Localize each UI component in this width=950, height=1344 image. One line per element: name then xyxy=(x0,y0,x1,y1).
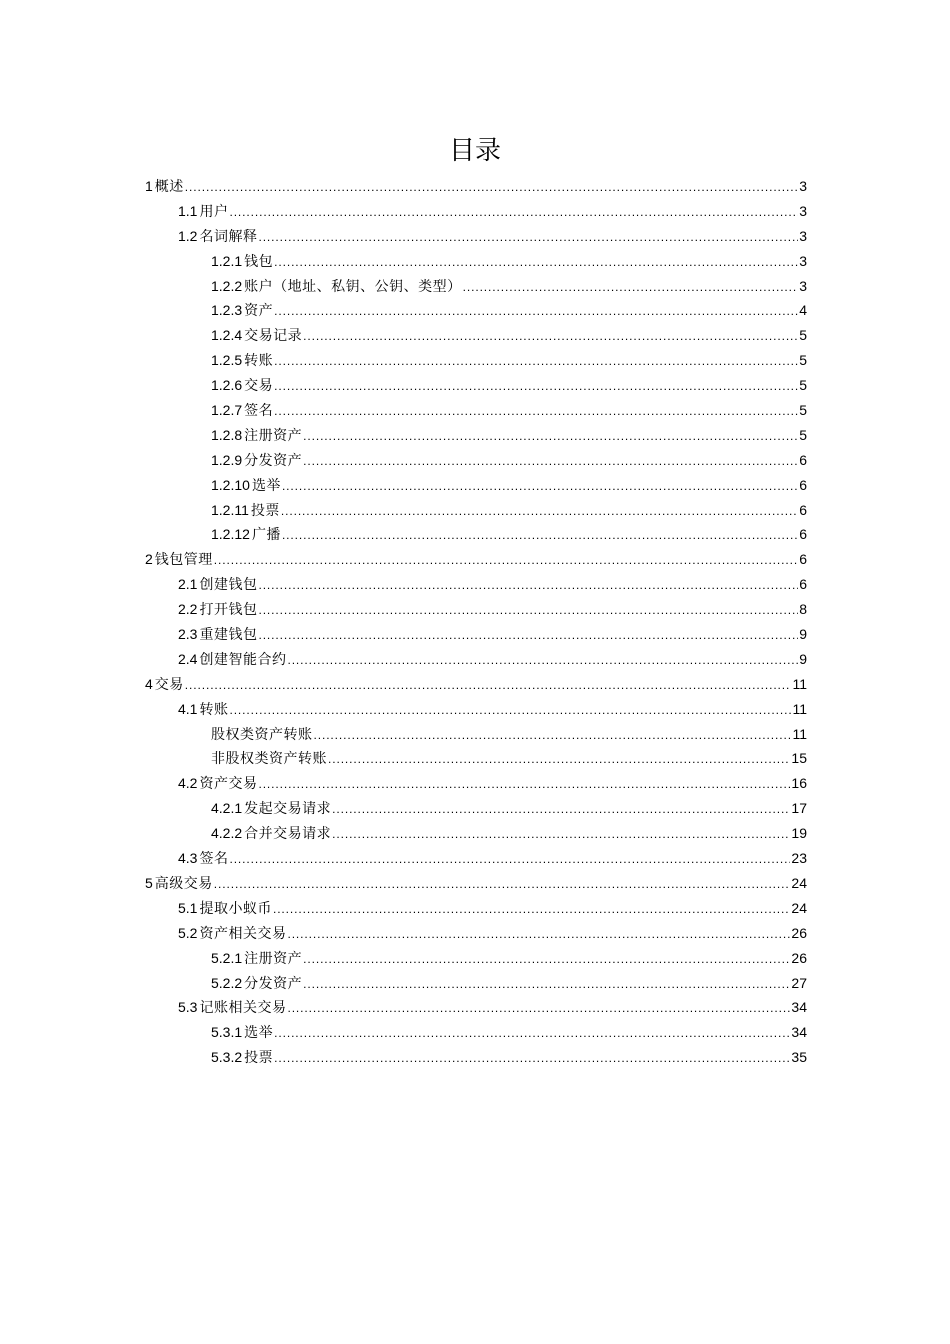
toc-entry-label: 打开钱包 xyxy=(199,602,258,619)
toc-entry-label: 交易记录 xyxy=(244,328,303,345)
toc-entry-number: 5.2.1 xyxy=(211,949,243,966)
dot-leader xyxy=(274,374,798,399)
toc-entry[interactable] xyxy=(145,298,807,323)
toc-entry-label: 钱包 xyxy=(244,253,274,270)
toc-entry[interactable] xyxy=(145,771,807,796)
toc-entry-label: 注册资产 xyxy=(244,950,303,967)
toc-entry-page-number: 11 xyxy=(792,725,807,742)
toc-entry[interactable] xyxy=(145,473,807,498)
toc-entry-page-number: 5 xyxy=(799,377,807,394)
dot-leader xyxy=(332,797,790,822)
toc-entry-number: 1.2.6 xyxy=(211,377,243,394)
toc-entry-label: 用户 xyxy=(199,203,229,220)
toc-entry-page-number: 5 xyxy=(799,327,807,344)
toc-entry[interactable] xyxy=(145,1045,807,1070)
toc-entry-page-number: 17 xyxy=(791,800,807,817)
toc-entry-number: 1.1 xyxy=(178,202,198,219)
dot-leader xyxy=(287,996,790,1021)
dot-leader xyxy=(332,822,790,847)
toc-list xyxy=(145,174,807,1070)
dot-leader xyxy=(281,499,798,524)
toc-entry-page-number: 3 xyxy=(799,178,807,194)
toc-entry-page-number: 15 xyxy=(791,750,807,767)
toc-entry[interactable] xyxy=(145,722,807,747)
toc-entry-label: 发起交易请求 xyxy=(244,801,332,818)
toc-entry[interactable] xyxy=(145,921,807,946)
toc-entry-label: 签名 xyxy=(244,403,274,420)
toc-entry-label: 资产相关交易 xyxy=(199,925,287,942)
dot-leader xyxy=(314,723,792,748)
dot-leader xyxy=(463,275,799,300)
dot-leader xyxy=(258,225,798,250)
toc-entry-number: 1.2.7 xyxy=(211,402,243,419)
toc-entry[interactable] xyxy=(145,647,807,672)
toc-entry[interactable] xyxy=(145,597,807,622)
toc-entry-page-number: 6 xyxy=(799,551,807,568)
toc-entry[interactable] xyxy=(145,249,807,274)
toc-entry-number: 5.3.1 xyxy=(211,1024,243,1041)
dot-leader xyxy=(287,922,790,947)
toc-entry[interactable] xyxy=(145,547,807,572)
toc-entry-label: 选举 xyxy=(244,1025,274,1042)
toc-entry-page-number: 6 xyxy=(799,526,807,543)
toc-entry[interactable] xyxy=(145,199,807,224)
toc-entry-label: 资产 xyxy=(244,303,274,320)
toc-entry-page-number: 26 xyxy=(791,924,807,941)
toc-entry-label: 创建智能合约 xyxy=(199,651,287,668)
dot-leader xyxy=(214,872,791,897)
toc-entry[interactable] xyxy=(145,398,807,423)
toc-entry-number: 1.2.2 xyxy=(211,277,243,294)
toc-entry-number: 1.2.5 xyxy=(211,352,243,369)
toc-entry-label: 转账 xyxy=(244,353,274,370)
toc-entry-page-number: 9 xyxy=(799,626,807,643)
toc-entry-page-number: 5 xyxy=(799,352,807,369)
dot-leader xyxy=(229,847,790,872)
toc-entry-page-number: 3 xyxy=(799,227,807,244)
toc-entry-number: 2.1 xyxy=(178,576,198,593)
dot-leader xyxy=(258,598,798,623)
dot-leader xyxy=(258,573,798,598)
toc-entry-label: 记账相关交易 xyxy=(199,1000,287,1017)
toc-entry-label: 股权类资产转账 xyxy=(211,726,313,743)
toc-title: 目录 xyxy=(448,136,501,166)
dot-leader xyxy=(229,698,791,723)
toc-entry[interactable] xyxy=(145,971,807,996)
toc-entry-number: 1.2.10 xyxy=(211,476,250,493)
dot-leader xyxy=(274,299,798,324)
dot-leader xyxy=(303,449,798,474)
dot-leader xyxy=(274,1021,790,1046)
toc-entry-label: 投票 xyxy=(244,1050,274,1067)
toc-entry-label: 分发资产 xyxy=(244,975,303,992)
toc-entry-number: 5.3.2 xyxy=(211,1049,243,1066)
dot-leader xyxy=(303,424,798,449)
toc-entry-page-number: 3 xyxy=(799,202,807,219)
toc-entry[interactable] xyxy=(145,1020,807,1045)
toc-entry-number: 2 xyxy=(145,551,153,568)
toc-entry-label: 转账 xyxy=(199,701,229,718)
dot-leader xyxy=(185,673,792,698)
toc-entry-number: 5.2 xyxy=(178,924,198,941)
toc-entry[interactable] xyxy=(145,274,807,299)
toc-entry-number: 1 xyxy=(145,178,153,194)
toc-entry-label: 注册资产 xyxy=(244,427,303,444)
toc-entry-number: 1.2.3 xyxy=(211,302,243,319)
toc-entry-page-number: 35 xyxy=(791,1049,807,1066)
toc-entry-label: 资产交易 xyxy=(199,776,258,793)
toc-entry-label: 提取小蚁币 xyxy=(199,900,272,917)
toc-entry[interactable] xyxy=(145,871,807,896)
toc-entry-label: 账户（地址、私钥、公钥、类型） xyxy=(244,278,462,295)
toc-entry[interactable] xyxy=(145,746,807,771)
toc-entry-page-number: 24 xyxy=(791,899,807,916)
toc-entry-number: 4.2 xyxy=(178,775,198,792)
toc-entry[interactable] xyxy=(145,572,807,597)
toc-entry-label: 非股权类资产转账 xyxy=(211,751,327,768)
dot-leader xyxy=(303,947,790,972)
toc-entry-page-number: 23 xyxy=(791,850,807,867)
toc-entry-number: 4 xyxy=(145,675,153,692)
toc-entry-page-number: 4 xyxy=(799,302,807,319)
dot-leader xyxy=(274,1046,790,1071)
dot-leader xyxy=(274,399,798,424)
toc-entry-label: 概述 xyxy=(154,179,184,195)
toc-entry-page-number: 19 xyxy=(791,825,807,842)
toc-entry-label: 交易 xyxy=(244,378,274,395)
toc-entry-number: 4.3 xyxy=(178,850,198,867)
toc-entry-number: 2.3 xyxy=(178,626,198,643)
dot-leader xyxy=(282,474,798,499)
toc-entry-page-number: 6 xyxy=(799,476,807,493)
toc-entry-label: 分发资产 xyxy=(244,452,303,469)
toc-entry[interactable] xyxy=(145,348,807,373)
toc-entry-label: 钱包管理 xyxy=(154,552,213,569)
dot-leader xyxy=(258,623,798,648)
toc-entry[interactable] xyxy=(145,672,807,697)
dot-leader xyxy=(303,972,790,997)
toc-entry[interactable] xyxy=(145,522,807,547)
dot-leader xyxy=(214,548,798,573)
toc-entry-label: 高级交易 xyxy=(154,875,213,892)
toc-entry[interactable] xyxy=(145,423,807,448)
toc-entry-number: 1.2.1 xyxy=(211,252,243,269)
toc-entry[interactable] xyxy=(145,498,807,523)
dot-leader xyxy=(328,747,790,772)
toc-entry-number: 5.2.2 xyxy=(211,974,243,991)
toc-entry-number: 2.4 xyxy=(178,650,198,667)
dot-leader xyxy=(274,349,798,374)
toc-entry-number: 1.2.12 xyxy=(211,526,250,543)
toc-entry[interactable] xyxy=(145,697,807,722)
toc-entry-number: 5.3 xyxy=(178,999,198,1016)
toc-entry-number: 1.2.11 xyxy=(211,501,249,518)
toc-entry[interactable] xyxy=(145,373,807,398)
dot-leader xyxy=(273,897,790,922)
dot-leader xyxy=(303,324,798,349)
toc-entry-number: 5 xyxy=(145,874,153,891)
toc-entry[interactable] xyxy=(145,323,807,348)
toc-entry-page-number: 34 xyxy=(791,1024,807,1041)
toc-entry-label: 投票 xyxy=(250,502,280,519)
toc-entry-number: 1.2.4 xyxy=(211,327,243,344)
dot-leader xyxy=(258,772,790,797)
toc-entry-number: 1.2.8 xyxy=(211,426,243,443)
toc-entry-number: 4.1 xyxy=(178,700,198,717)
toc-entry-page-number: 16 xyxy=(791,775,807,792)
toc-entry-number: 4.2.1 xyxy=(211,800,243,817)
toc-entry[interactable] xyxy=(145,846,807,871)
toc-entry-page-number: 24 xyxy=(791,874,807,891)
toc-entry-page-number: 26 xyxy=(791,949,807,966)
toc-entry[interactable] xyxy=(145,821,807,846)
dot-leader xyxy=(282,523,798,548)
toc-entry-label: 合并交易请求 xyxy=(244,826,332,843)
toc-entry-number: 5.1 xyxy=(178,899,198,916)
toc-entry-number: 1.2 xyxy=(178,227,198,244)
dot-leader xyxy=(274,250,798,275)
toc-entry-page-number: 6 xyxy=(799,451,807,468)
toc-entry-page-number: 27 xyxy=(791,974,807,991)
toc-entry-page-number: 3 xyxy=(799,252,807,269)
toc-entry[interactable] xyxy=(145,995,807,1020)
toc-entry[interactable] xyxy=(145,622,807,647)
toc-entry-label: 选举 xyxy=(251,477,281,494)
toc-entry-page-number: 3 xyxy=(799,277,807,294)
dot-leader xyxy=(287,648,798,673)
toc-entry[interactable] xyxy=(145,796,807,821)
toc-entry[interactable] xyxy=(145,224,807,249)
toc-entry-label: 交易 xyxy=(154,676,184,693)
toc-entry-page-number: 9 xyxy=(799,650,807,667)
toc-entry-label: 广播 xyxy=(251,527,281,544)
dot-leader xyxy=(185,175,798,200)
toc-entry[interactable] xyxy=(145,448,807,473)
toc-entry-label: 名词解释 xyxy=(199,228,258,245)
toc-entry-page-number: 11 xyxy=(792,675,807,692)
toc-entry-number: 2.2 xyxy=(178,601,198,618)
toc-entry-label: 签名 xyxy=(199,851,229,868)
toc-entry-page-number: 8 xyxy=(799,601,807,618)
toc-entry-page-number: 5 xyxy=(799,426,807,443)
toc-entry-label: 创建钱包 xyxy=(199,577,258,594)
toc-entry[interactable] xyxy=(145,896,807,921)
toc-entry-number: 4.2.2 xyxy=(211,825,243,842)
toc-entry-page-number: 6 xyxy=(799,501,807,518)
toc-entry-page-number: 11 xyxy=(792,700,807,717)
toc-entry-page-number: 34 xyxy=(791,999,807,1016)
toc-entry[interactable] xyxy=(145,174,807,199)
toc-entry-number: 1.2.9 xyxy=(211,451,243,468)
dot-leader xyxy=(229,200,798,225)
toc-entry-label: 重建钱包 xyxy=(199,627,258,644)
toc-entry-page-number: 5 xyxy=(799,402,807,419)
toc-entry[interactable] xyxy=(145,946,807,971)
toc-entry-page-number: 6 xyxy=(799,576,807,593)
